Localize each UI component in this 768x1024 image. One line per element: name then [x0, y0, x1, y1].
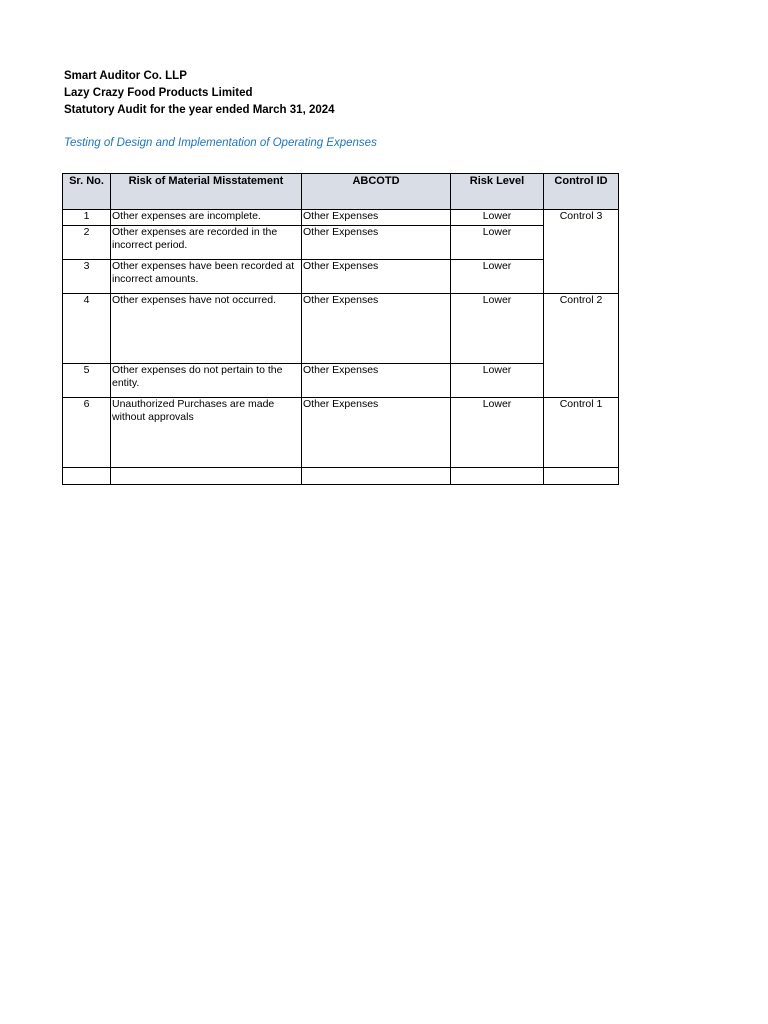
cell-control-id: Control 2 [544, 294, 619, 398]
cell-risk-level: Lower [451, 260, 544, 294]
engagement-title: Statutory Audit for the year ended March 31, 2024 [64, 104, 335, 116]
firm-name: Smart Auditor Co. LLP [64, 70, 187, 82]
table-row [63, 260, 619, 294]
cell-risk: Unauthorized Purchases are made without approvals [111, 398, 302, 468]
cell-abcotd: Other Expenses [302, 364, 451, 398]
header-risk: Risk of Material Misstatement [111, 174, 302, 210]
cell-abcotd: Other Expenses [302, 210, 451, 226]
cell-sr-no: 4 [63, 294, 111, 364]
table-row [63, 210, 619, 226]
empty-cell [451, 468, 544, 485]
cell-abcotd: Other Expenses [302, 260, 451, 294]
cell-abcotd: Other Expenses [302, 398, 451, 468]
cell-risk-level: Lower [451, 398, 544, 468]
empty-cell [63, 468, 111, 485]
cell-sr-no: 2 [63, 226, 111, 260]
empty-cell [302, 468, 451, 485]
cell-risk: Other expenses are incomplete. [111, 210, 302, 226]
cell-risk: Other expenses have not occurred. [111, 294, 302, 364]
cell-sr-no: 6 [63, 398, 111, 468]
table-row [63, 398, 619, 468]
cell-risk: Other expenses do not pertain to the entity. [111, 364, 302, 398]
table-empty-row [63, 468, 619, 485]
cell-abcotd: Other Expenses [302, 226, 451, 260]
cell-control-id: Control 1 [544, 398, 619, 468]
header-sr-no: Sr. No. [63, 174, 111, 210]
empty-cell [544, 468, 619, 485]
header-risk-level: Risk Level [451, 174, 544, 210]
cell-sr-no: 3 [63, 260, 111, 294]
risk-control-table [62, 173, 619, 485]
cell-abcotd: Other Expenses [302, 294, 451, 364]
cell-risk-level: Lower [451, 364, 544, 398]
cell-sr-no: 1 [63, 210, 111, 226]
section-title: Testing of Design and Implementation of Operating Expenses [64, 137, 377, 149]
header-control-id: Control ID [544, 174, 619, 210]
document-header [64, 68, 335, 119]
table-row [63, 364, 619, 398]
cell-risk-level: Lower [451, 226, 544, 260]
cell-sr-no: 5 [63, 364, 111, 398]
cell-risk-level: Lower [451, 210, 544, 226]
client-name: Lazy Crazy Food Products Limited [64, 87, 253, 99]
empty-cell [111, 468, 302, 485]
table-row [63, 294, 619, 364]
cell-control-id: Control 3 [544, 210, 619, 294]
table-header-row [63, 174, 619, 210]
cell-risk-level: Lower [451, 294, 544, 364]
cell-risk: Other expenses have been recorded at incorrect amounts. [111, 260, 302, 294]
cell-risk: Other expenses are recorded in the incorrect period. [111, 226, 302, 260]
table-row [63, 226, 619, 260]
header-abcotd: ABCOTD [302, 174, 451, 210]
